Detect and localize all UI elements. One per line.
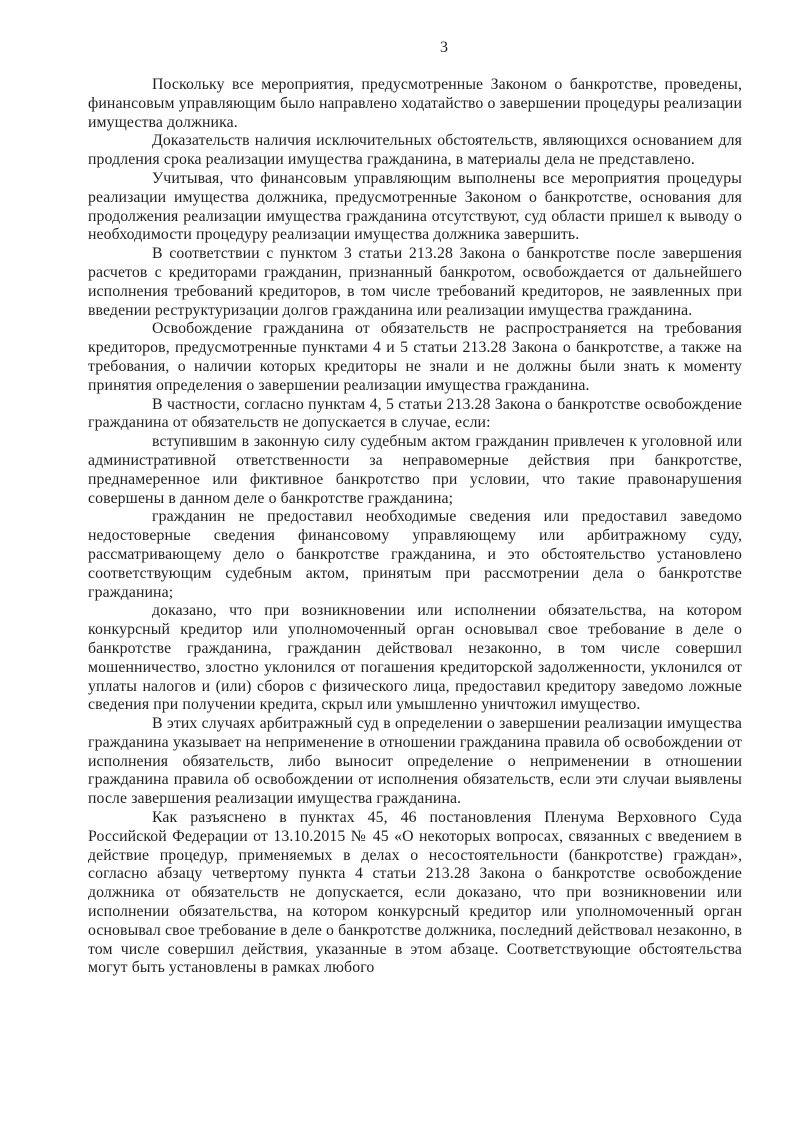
paragraph: Как разъяснено в пунктах 45, 46 постановления Пленума Верховного Суда Российской Федерации от 13.10.2015 № 45 «О некоторых вопросах, связанных с введением в действие процедур, применяемых в делах о несостоятельности (банкротстве) граждан», согласно абзацу четвертому пункта 4 статьи 213.28 Закона о банкротстве освобождение должника от обязательств не допускается, если доказано, что при возникновении или исполнении обязательства, на котором конкурсный кредитор или уполномоченный орган основывал свое требование в деле о банкротстве должника, последний действовал незаконно, в том числе совершил действия, указанные в этом абзаце. Соответствующие обстоятельства могут быть установлены в рамках любого — [88, 809, 743, 977]
page-number: 3 — [440, 39, 448, 56]
document-body — [88, 76, 742, 978]
paragraph: В соответствии с пунктом 3 статьи 213.28 Закона о банкротстве после завершения расчетов с кредиторами гражданин, признанный банкротом, освобождается от дальнейшего исполнения требований кредиторов, в том числе требований кредиторов, не заявленных при введении реструктуризации долгов гражданина или реализации имущества гражданина. — [88, 245, 742, 319]
paragraph: Освобождение гражданина от обязательств не распространяется на требования кредиторов, предусмотренные пунктами 4 и 5 статьи 213.28 Закона о банкротстве, а также на требования, о наличии которых кредиторы не знали и не должны были знать к моменту принятия определения о завершении реализации имущества гражданина. — [88, 320, 742, 394]
paragraph: Доказательств наличия исключительных обстоятельств, являющихся основанием для продления срока реализации имущества гражданина, в материалы дела не представлено. — [88, 132, 742, 169]
paragraph: доказано, что при возникновении или исполнении обязательства, на котором конкурсный кредитор или уполномоченный орган основывал свое требование в деле о банкротстве гражданина, гражданин действовал незаконно, в том числе совершил мошенничество, злостно уклонился от погашения кредиторской задолженности, уклонился от уплаты налогов и (или) сборов с физического лица, предоставил кредитору заведомо ложные сведения при получении кредита, скрыл или умышленно уничтожил имущество. — [88, 602, 742, 714]
paragraph: гражданин не предоставил необходимые сведения или предоставил заведомо недостоверные сведения финансовому управляющему или арбитражному суду, рассматривающему дело о банкротстве гражданина, и это обстоятельство установлено соответствующим судебным актом, принятым при рассмотрении дела о банкротстве гражданина; — [88, 508, 742, 601]
paragraph: В этих случаях арбитражный суд в определении о завершении реализации имущества гражданина указывает на неприменение в отношении гражданина правила об освобождении от исполнения обязательств, либо выносит определение о неприменении в отношении гражданина правила об освобождении от исполнения обязательств, если эти случаи выявлены после завершения реализации имущества гражданина. — [88, 715, 742, 808]
paragraph: вступившим в законную силу судебным актом гражданин привлечен к уголовной или административной ответственности за неправомерные действия при банкротстве, преднамеренное или фиктивное банкротство при условии, что такие правонарушения совершены в данном деле о банкротстве гражданина; — [88, 433, 742, 507]
paragraph: В частности, согласно пунктам 4, 5 статьи 213.28 Закона о банкротстве освобождение гражданина от обязательств не допускается в случае, если: — [88, 395, 742, 432]
paragraph: Учитывая, что финансовым управляющим выполнены все мероприятия процедуры реализации имущества должника, предусмотренные Законом о банкротстве, основания для продолжения реализации имущества гражданина отсутствуют, суд области пришел к выводу о необходимости процедуру реализации имущества должника завершить. — [88, 169, 742, 244]
paragraph: Поскольку все мероприятия, предусмотренные Законом о банкротстве, проведены, финансовым управляющим было направлено ходатайство о завершении процедуры реализации имущества должника. — [88, 76, 742, 131]
